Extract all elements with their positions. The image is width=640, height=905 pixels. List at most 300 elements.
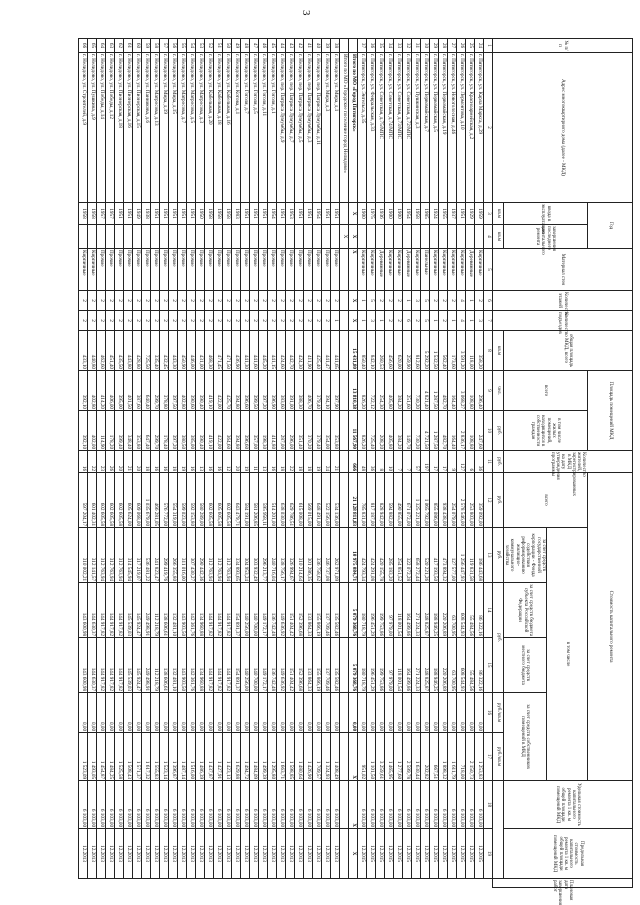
table-cell: Прочие [232,249,241,291]
table-cell: Кирпичные [439,249,448,291]
table-cell: 451,40 [106,331,115,371]
table-cell: 1 484,09 [250,733,259,781]
table-cell: 370,20 [304,411,313,451]
table-cell [340,583,349,638]
table-cell: 12.2015 [475,829,484,879]
table-cell: 1 287,50 [430,411,439,451]
table-cell: 419,10 [205,371,214,411]
table-cell: 425,70 [223,371,232,411]
table-cell: Кирпичные [457,249,466,291]
table-cell: 12.2013 [304,829,313,879]
table-cell: 424,30 [295,331,304,371]
table-cell: 299,70 [151,411,160,451]
table-cell: 262 971,09 [331,528,340,583]
table-cell: 12.2013 [79,829,88,879]
table-cell: 0,00 [322,693,331,733]
table-cell: 2 [304,311,313,331]
table-row [385,39,394,888]
table-cell [385,225,394,249]
table-cell: 25 [466,39,475,53]
table-cell: 1 396,87 [169,733,178,781]
table-cell: 1 065 792,00 [421,473,430,528]
table-cell: 1 499,39 [259,733,268,781]
table-cell: 2 [268,291,277,311]
table-cell: 2 [250,291,259,311]
table-cell: 307 430,27 [187,528,196,583]
table-cell: 12.2015 [430,829,439,879]
table-cell: 0,00 [232,693,241,733]
table-cell: 647,40 [142,411,151,451]
table-cell: 6 103,00 [151,781,160,829]
table-cell: 0,00 [394,693,403,733]
table-cell: 11 [250,451,259,473]
header-residential: в том числе жилых помещений, находящихся в собственности граждан [504,411,588,451]
table-row [331,39,340,888]
table-cell: 12.2013 [196,829,205,879]
table-cell: Прочие [205,249,214,291]
table-cell: 12.2013 [151,829,160,879]
table-cell: 46 [259,39,268,53]
table-cell [124,225,133,249]
table-cell: 0,00 [439,693,448,733]
header-wall-material: Материал стен [493,249,633,291]
table-cell: Прочие [313,249,322,291]
table-cell: 394,10 [322,371,331,411]
table-cell: 605 624,00 [124,473,133,528]
table-cell: 1 [403,291,412,311]
table-row [88,39,97,888]
table-cell: 0,00 [277,693,286,733]
table-cell: 397,20 [169,411,178,451]
header-planned-date: Плановая дата завершения работ [493,879,633,888]
table-cell: 2 [277,311,286,331]
table-cell: 2 [88,291,97,311]
table-cell: 149,70 [403,411,412,451]
table-cell: 722,12 [367,371,376,411]
table-cell: 473 894,32 [439,528,448,583]
table-cell [160,225,169,249]
table-row [466,39,475,888]
unit-sqm: кв.м [493,203,504,225]
table-cell [394,225,403,249]
table-cell: 522 156,00 [322,473,331,528]
table-cell: г. Пятигорск, ул. Новоголосная, д.46 [448,53,457,203]
table-cell: 12.2013 [97,829,106,879]
table-cell: 1 898,32 [439,733,448,781]
table-cell: 456,60 [385,331,394,371]
table-cell: 290 442,36 [196,528,205,583]
table-cell: 248 825,87 [421,638,430,693]
table-cell [358,225,367,249]
table-cell: 164,40 [448,411,457,451]
table-cell: 18 [142,451,151,473]
table-row [295,39,304,888]
table-cell: 208,20 [376,411,385,451]
table-cell: 0,00 [106,693,115,733]
table-row [457,39,466,888]
table-cell [277,225,286,249]
table-cell: 127 577,00 [448,528,457,583]
table-row [142,39,151,888]
table-cell: 951,02 [358,733,367,781]
header-total-area: общая площадь МКД, всего [504,331,633,371]
column-number: 8 [484,331,493,371]
table-cell: 6 103,00 [142,781,151,829]
table-cell: 390,60 [187,371,196,411]
table-cell: 0,00 [124,693,133,733]
table-cell: 144 917,82 [115,638,124,693]
column-number: 1 [484,39,493,53]
table-cell: 2 [214,311,223,331]
table-cell: 12.2013 [115,829,124,879]
column-number: 2 [484,53,493,203]
table-cell: 2 [115,311,124,331]
table-cell: г. Нелидово, ул. Матросова, д.3 [196,53,205,203]
table-cell: 2 [313,311,322,331]
table-cell: 178,40 [160,411,169,451]
table-cell [142,225,151,249]
table-cell: 12.2013 [295,829,304,879]
table-cell: 2 [241,291,250,311]
table-cell: 2 [187,311,196,331]
column-number: 16 [484,693,493,733]
table-cell: 2 [241,311,250,331]
table-cell: г. Нелидово, ул. Мира, д.3 [322,53,331,203]
table-cell: 354,00 [322,411,331,451]
table-cell: 6 103,00 [97,781,106,829]
table-row [232,39,241,888]
table-cell [430,225,439,249]
table-cell: 8 [376,451,385,473]
table-cell: 6 103,00 [241,781,250,829]
table-cell: 1951 [277,203,286,225]
table-cell: 249 498,91 [142,583,151,638]
column-number: 12 [484,473,493,528]
table-cell: 0,00 [142,693,151,733]
table-cell: 2 836,17 [457,411,466,451]
table-cell: г. Нелидово, ул. Котова, д.1 [232,53,241,203]
table-cell: 12.2015 [376,829,385,879]
table-cell: 55 [178,39,187,53]
table-cell: 61 [124,39,133,53]
table-cell [457,225,466,249]
table-cell: 2 [322,311,331,331]
table-cell: 12.2015 [412,829,421,879]
table-cell: 152 396,68 [295,638,304,693]
table-cell: 730,20 [412,371,421,411]
table-cell: 1 611,79 [448,733,457,781]
table-cell: 1951 [124,203,133,225]
table-cell: г. Нелидово, ул. Матросова, д.5 [187,53,196,203]
table-cell: 380,50 [178,411,187,451]
table-cell: 322 072,28 [403,528,412,583]
table-cell: 6 103,00 [367,781,376,829]
table-cell: 0,00 [250,693,259,733]
table-cell: 12.2015 [394,829,403,879]
table-cell: г. Нелидово, ул. Пушкина, д.9 [88,53,97,203]
table-cell: 399,50 [250,371,259,411]
table-cell: 97 979,00 [385,583,394,638]
table-cell: 33 [394,39,403,53]
table-cell: 2 [304,291,313,311]
table-cell: г. Нелидово, ул. Гоголя, д.7 [241,53,250,203]
table-cell: г. Нелидово, пер. Патриса Лумумбы, д.11 [313,53,322,203]
table-cell: 1951 [250,203,259,225]
table-cell: 2 [79,291,88,311]
table-cell: 296,40 [475,371,484,411]
table-cell: 326 994,67 [286,528,295,583]
table-cell: 2 [286,291,295,311]
table-cell: 658 272,44 [412,528,421,583]
table-cell: 16 [79,451,88,473]
table-cell: 199 753,86 [376,583,385,638]
table-cell: 428,80 [133,331,142,371]
table-cell: 50 [223,39,232,53]
table-cell: 1 437,87 [205,733,214,781]
table-cell: 145 539,03 [124,583,133,638]
table-cell: г. Нелидово, ул. Гоголя, д.1 [268,53,277,203]
table-cell: 1953 [286,203,295,225]
table-cell: 468,30 [205,331,214,371]
table-cell: 6 103,00 [295,781,304,829]
header-cost: Стоимость капитального ремонта [588,473,633,781]
table-cell: 5 079 368,76 [349,583,358,638]
table-cell: 490 855,00 [394,473,403,528]
table-cell: 2 [385,311,394,331]
table-cell: 241 823,47 [151,528,160,583]
table-cell: 19 [241,451,250,473]
table-cell: 1937 [448,203,457,225]
table-cell: 134 960,88 [196,583,205,638]
table-cell: 0,00 [448,693,457,733]
table-cell: 1 494,72 [241,733,250,781]
table-cell: 19 [313,451,322,473]
table-cell: 59 [142,39,151,53]
table-cell [340,693,349,733]
table-cell: 405,80 [385,411,394,451]
table-cell: 10 975 084,71 [349,528,358,583]
table-cell: 2 [322,291,331,311]
table-cell: 1 [358,291,367,311]
table-cell: 20 [115,451,124,473]
table-cell: 2 [259,311,268,331]
table-cell: 312 763,94 [106,528,115,583]
table-cell: 271 224,33 [412,638,421,693]
table-cell: 1 408,49 [331,733,340,781]
table-cell: г. Нелидово, ул. Панникова, д.6 [142,53,151,203]
table-row [358,39,367,888]
table-cell: 0,00 [385,693,394,733]
table-cell: г. Нелидово, ул. Строителей, д.9 [79,53,88,203]
table-cell [223,225,232,249]
table-cell: 1 101,50 [367,733,376,781]
table-cell: 266 355,80 [169,528,178,583]
table-row [151,39,160,888]
table-cell: Прочие [196,249,205,291]
table-cell: 0,00 [430,693,439,733]
table-cell: 357,00 [250,411,259,451]
table-cell: 144 917,82 [214,638,223,693]
table-cell: 441,47 [322,331,331,371]
table-cell: 6 103,00 [457,781,466,829]
table-cell: 1958 [79,203,88,225]
table-cell: 144 630,37 [88,638,97,693]
table-cell: 358,20 [475,331,484,371]
table-cell: 51 [214,39,223,53]
table-cell: 44 [277,39,286,53]
table-cell: 149 172,17 [259,583,268,638]
table-cell: Кирпичные [358,249,367,291]
table-cell [187,225,196,249]
table-cell: 152 396,68 [295,583,304,638]
table-cell: Прочие [106,249,115,291]
table-cell: 424,60 [277,331,286,371]
table-cell: 6 103,00 [412,781,421,829]
table-cell: 1954 [268,203,277,225]
table-cell: 12.2015 [439,829,448,879]
table-cell: 666 [349,451,358,473]
table-cell: 1 484,25 [106,733,115,781]
table-cell: 0,00 [214,693,223,733]
table-cell: 119 831,58 [466,528,475,583]
table-cell [133,225,142,249]
table-cell: 4 [457,311,466,331]
table-cell: 16 [268,451,277,473]
table-cell: 2 [295,311,304,331]
table-row [115,39,124,888]
header-year: Год [588,203,633,249]
table-cell: 1 663,71 [277,733,286,781]
header-year-last-repair: завершения последнего капитального ремонта [504,225,588,249]
table-cell: 16 [214,451,223,473]
table-cell: Прочие [277,249,286,291]
table-cell: 62 [115,39,124,53]
table-cell: 142 361,76 [187,583,196,638]
table-cell: 1951 [304,203,313,225]
table-cell: г. Пятигорск, ул. Красноармейская, д.2 [466,53,475,203]
table-cell: 414,20 [97,371,106,411]
table-cell: 24 [322,451,331,473]
table-cell: г. Нелидово, ул. Гоголя, д.11 [259,53,268,203]
table-cell: 2 [277,291,286,311]
table-cell: 133 864,33 [304,583,313,638]
table-cell: 7 [403,451,412,473]
table-cell: г. Нелидово, ул. Мира, д.15 [169,53,178,203]
table-row [475,39,484,888]
table-cell: 143 903,50 [178,583,187,638]
table-cell: 154 891,37 [232,638,241,693]
table-cell: 667,51 [430,733,439,781]
table-cell: 2 150,73 [466,733,475,781]
table-cell: 2 [439,291,448,311]
table-cell: 1951 [241,203,250,225]
table-cell: 406,70 [304,371,313,411]
table-cell: 144 917,82 [223,583,232,638]
table-cell: 2 [79,311,88,331]
table-cell [115,225,124,249]
table-cell: 12.2013 [223,829,232,879]
table-cell: 2 [133,291,142,311]
table-cell: 140 256,00 [241,583,250,638]
table-cell: 394,80 [232,371,241,411]
table-cell: 60 [133,39,142,53]
table-cell: 608 544,93 [457,583,466,638]
table-cell [241,225,250,249]
table-cell: 2 [97,291,106,311]
table-cell: 240 716,04 [268,528,277,583]
table-cell: 396,60 [241,411,250,451]
rotated-page [20,38,633,905]
table-cell: 1958 [205,203,214,225]
table-row [79,39,88,888]
table-cell: 40 [313,39,322,53]
table-cell: 938 438,00 [439,473,448,528]
table-cell [340,249,349,291]
table-cell: 6 103,00 [376,781,385,829]
table-cell: г. Нелидово, пер. Патриса Лумумбы, д.5 [295,53,304,203]
table-cell: 6 103,00 [133,781,142,829]
table-cell: 0,00 [169,693,178,733]
unit-rub: руб. [493,528,504,583]
table-cell: 395,00 [115,371,124,411]
table-cell: 1 629,88 [232,733,241,781]
table-cell: 671 072,00 [403,473,412,528]
table-cell: 6 103,00 [232,781,241,829]
table-cell: 2 [223,291,232,311]
table-cell: 6 103,00 [313,781,322,829]
table-cell: 299,70 [151,371,160,411]
table-cell: 1929 [466,203,475,225]
table-cell: 6 103,00 [223,781,232,829]
header-premises-area: Площадь помещений МКД [588,371,633,451]
table-cell: 2 [187,291,196,311]
table-cell: 1 555,83 [151,733,160,781]
header-year-commissioning: ввода в эксплуатацию [504,203,588,225]
table-cell: 296 213,77 [259,528,268,583]
table-cell: 18 [304,451,313,473]
table-cell: 43 [286,39,295,53]
table-cell: 826,20 [358,371,367,411]
table-cell: 3 [367,311,376,331]
table-row [322,39,331,888]
table-cell: 1958 [223,203,232,225]
table-row [106,39,115,888]
table-cell: 143 600,98 [79,638,88,693]
table-cell: 2 [448,291,457,311]
table-cell: Прочие [160,249,169,291]
table-cell: 351,40 [295,411,304,451]
table-row [169,39,178,888]
table-cell: 1 516,00 [187,733,196,781]
table-cell: г. Пятигорск, ул. Советская, д.73/МПС [394,53,403,203]
table-cell: 336 758,62 [313,528,322,583]
table-cell: 2 [223,311,232,331]
table-cell: 149 636,92 [277,638,286,693]
table-cell: 424 793,34 [358,528,367,583]
table-cell: 348,40 [124,411,133,451]
table-cell [250,225,259,249]
table-cell: 144 917,82 [106,638,115,693]
table-cell: 5 292,20 [421,331,430,371]
table-cell: 144 917,82 [106,583,115,638]
table-cell: 0,00 [295,693,304,733]
table-cell: 5 [367,291,376,311]
table-cell: 1 487,14 [178,733,187,781]
table-cell: 6 103,00 [304,781,313,829]
table-cell: 520 221,26 [421,528,430,583]
table-cell: 436,90 [232,331,241,371]
table-cell: 37 [358,39,367,53]
